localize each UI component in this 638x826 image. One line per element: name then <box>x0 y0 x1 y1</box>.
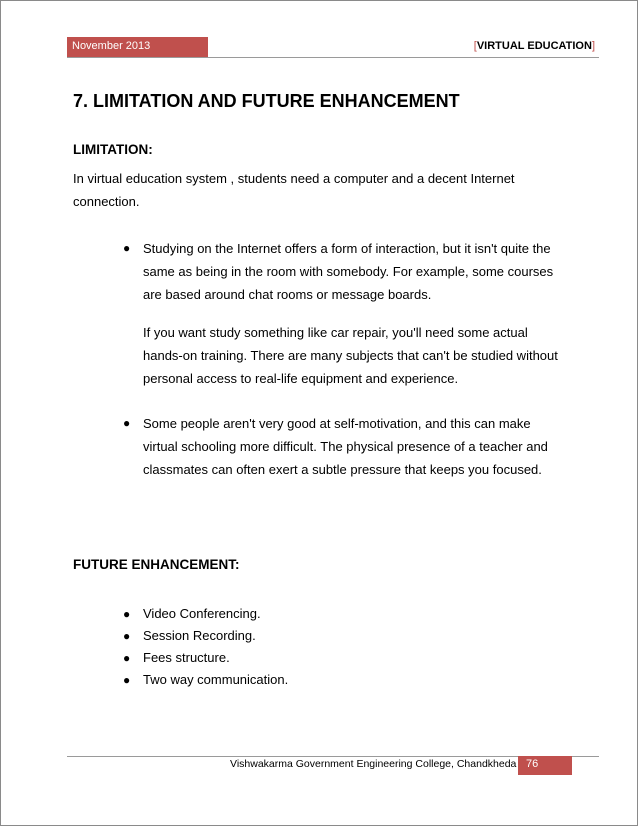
bullet-extra-text: If you want study something like car repair, you'll need some actual hands-on training. There are many subjects that can't be studied without personal access to real-life equipment and experience. <box>143 325 558 386</box>
header-title-text: VIRTUAL EDUCATION <box>476 40 592 52</box>
future-item: Session Recording. <box>143 628 256 643</box>
future-list <box>119 603 559 691</box>
section-title: 7. LIMITATION AND FUTURE ENHANCEMENT <box>73 91 460 111</box>
future-item: Fees structure. <box>143 650 230 665</box>
footer-college: Vishwakarma Government Engineering College, Chandkheda <box>230 758 517 770</box>
header-bracket-open: [ <box>473 40 477 52</box>
limitation-intro: In virtual education system , students need a computer and a decent Internet connection. <box>73 171 515 209</box>
bullet-icon: ● <box>123 241 131 255</box>
bullet-text: Some people aren't very good at self-motivation, and this can make virtual schooling more difficult. The physical presence of a teacher and classmates can often exert a subtle pressure that keeps you focused. <box>143 416 548 477</box>
bullet-icon: ● <box>123 673 131 687</box>
bullet-icon: ● <box>123 651 131 665</box>
header-rule <box>67 57 599 58</box>
list-item <box>119 412 559 481</box>
bullet-icon: ● <box>123 607 131 621</box>
header-date: November 2013 <box>72 40 151 52</box>
future-item: Two way communication. <box>143 672 289 687</box>
limitation-heading: LIMITATION: <box>73 142 153 157</box>
list-item <box>119 669 559 691</box>
list-item <box>119 237 559 390</box>
header-title <box>474 40 595 52</box>
page-number: 76 <box>526 758 539 770</box>
list-item <box>119 603 559 625</box>
future-item: Video Conferencing. <box>143 606 261 621</box>
bullet-text: Studying on the Internet offers a form of interaction, but it isn't quite the same as being in the room with somebody. For example, some courses are based around chat rooms or message boards. <box>143 241 554 302</box>
bullet-icon: ● <box>123 416 131 430</box>
list-item <box>119 647 559 669</box>
limitation-list <box>119 237 559 481</box>
list-item <box>119 625 559 647</box>
bullet-icon: ● <box>123 629 131 643</box>
future-heading: FUTURE ENHANCEMENT: <box>73 557 240 572</box>
header-bracket-close: ] <box>591 40 595 52</box>
